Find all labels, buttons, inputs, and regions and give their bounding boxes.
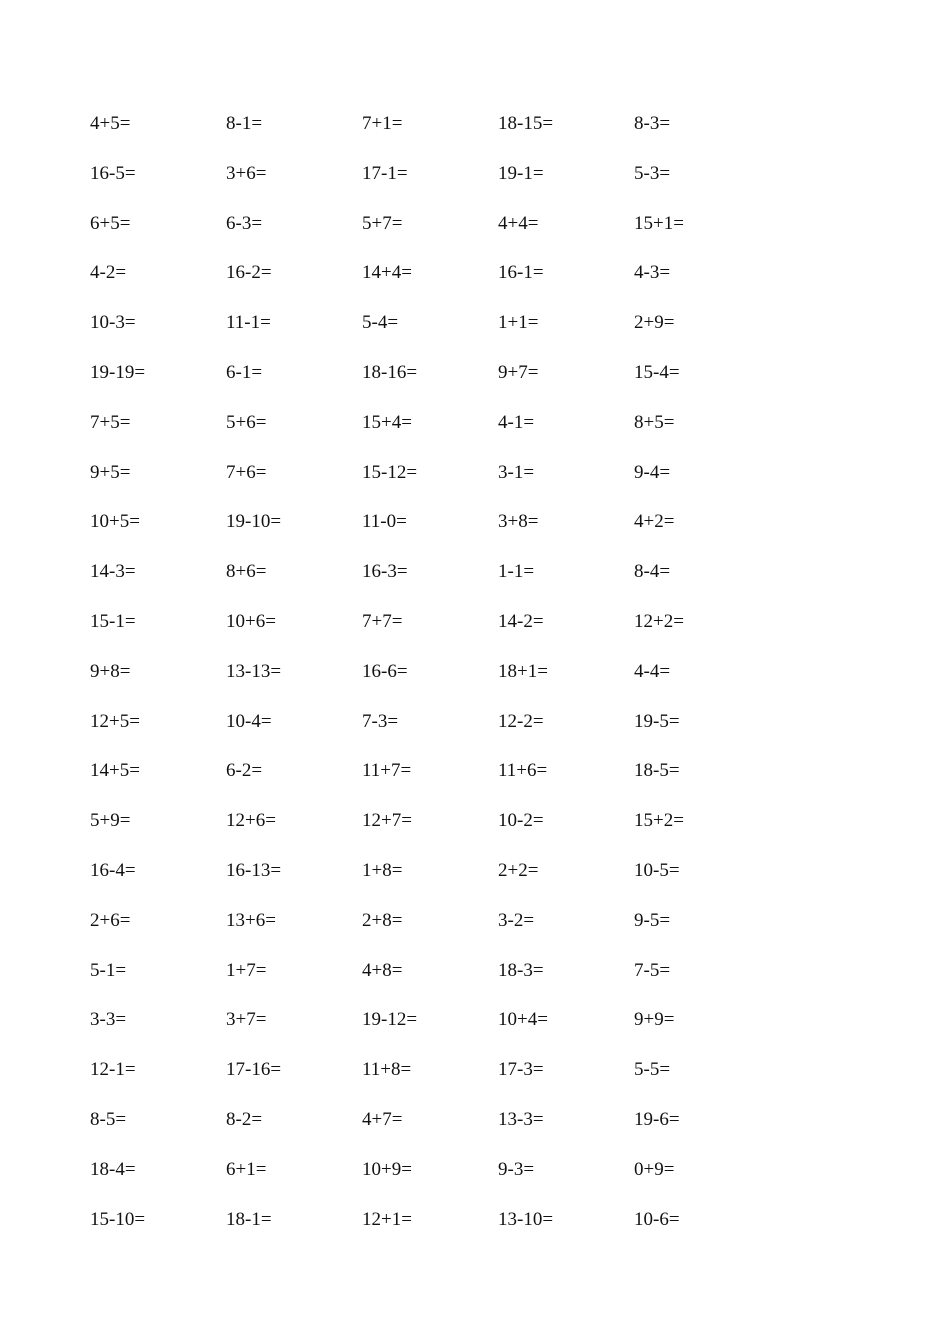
math-problem: 6-3= xyxy=(226,212,263,234)
math-problem: 3-3= xyxy=(90,1009,127,1031)
math-problem: 2+8= xyxy=(362,909,403,931)
math-problem: 7+5= xyxy=(90,411,131,433)
math-problem: 16-5= xyxy=(90,162,136,184)
math-problem: 12+2= xyxy=(634,610,684,632)
math-problem: 4-3= xyxy=(634,262,671,284)
math-problem: 4+8= xyxy=(362,959,403,981)
math-problem: 5+9= xyxy=(90,810,131,832)
math-problem: 7+6= xyxy=(226,461,267,483)
math-problem: 17-16= xyxy=(226,1059,282,1081)
math-problem: 14+4= xyxy=(362,262,412,284)
math-problem: 15-4= xyxy=(634,361,680,383)
math-problem: 3-2= xyxy=(498,909,535,931)
math-problem: 14-2= xyxy=(498,610,544,632)
math-problem: 9+5= xyxy=(90,461,131,483)
math-problem: 16-1= xyxy=(498,262,544,284)
math-problem: 5+7= xyxy=(362,212,403,234)
math-problem: 18-3= xyxy=(498,959,544,981)
math-problem: 18+1= xyxy=(498,660,548,682)
math-problem: 13-3= xyxy=(498,1108,544,1130)
math-problem: 10-4= xyxy=(226,710,272,732)
math-problem: 9-5= xyxy=(634,909,671,931)
math-problem: 8+6= xyxy=(226,561,267,583)
math-problem: 7-3= xyxy=(362,710,399,732)
math-problem: 15+2= xyxy=(634,810,684,832)
math-problem: 10+4= xyxy=(498,1009,548,1031)
math-problem: 2+6= xyxy=(90,909,131,931)
math-problem: 12-2= xyxy=(498,710,544,732)
math-problem: 10-2= xyxy=(498,810,544,832)
math-problem: 16-13= xyxy=(226,859,282,881)
math-problem: 8-5= xyxy=(90,1108,127,1130)
math-problem: 16-2= xyxy=(226,262,272,284)
math-problem: 10-5= xyxy=(634,859,680,881)
math-problem: 5+6= xyxy=(226,411,267,433)
math-problem: 12+7= xyxy=(362,810,412,832)
math-problem: 5-4= xyxy=(362,312,399,334)
math-problem: 7-5= xyxy=(634,959,671,981)
math-problem: 15-12= xyxy=(362,461,418,483)
math-problem: 10+6= xyxy=(226,610,276,632)
math-problem: 4+7= xyxy=(362,1108,403,1130)
math-problem: 18-15= xyxy=(498,113,554,134)
math-problem: 19-10= xyxy=(226,511,282,533)
math-problem: 13-13= xyxy=(226,660,282,682)
math-problem: 4+2= xyxy=(634,511,675,533)
math-problem: 18-1= xyxy=(226,1208,272,1230)
math-problem: 11-0= xyxy=(362,511,407,533)
math-problem: 13-10= xyxy=(498,1208,554,1230)
math-problem: 19-1= xyxy=(498,162,544,184)
math-problem: 11-1= xyxy=(226,312,271,334)
math-problem: 19-6= xyxy=(634,1108,680,1130)
math-problem: 12+6= xyxy=(226,810,276,832)
math-problem: 12+1= xyxy=(362,1208,412,1230)
math-problem: 8-2= xyxy=(226,1108,263,1130)
math-problem: 5-5= xyxy=(634,1059,671,1081)
math-problem: 15+4= xyxy=(362,411,412,433)
math-problem: 0+9= xyxy=(634,1158,675,1180)
math-problem: 6-2= xyxy=(226,760,263,782)
math-problem: 18-16= xyxy=(362,361,418,383)
math-problem: 8+5= xyxy=(634,411,675,433)
math-problem: 9-3= xyxy=(498,1158,535,1180)
math-problem: 11+7= xyxy=(362,760,412,782)
math-problem: 19-12= xyxy=(362,1009,418,1031)
math-problem: 14-3= xyxy=(90,561,136,583)
math-problem: 16-6= xyxy=(362,660,408,682)
math-problem: 14+5= xyxy=(90,760,140,782)
math-problem: 3-1= xyxy=(498,461,535,483)
math-problem: 18-5= xyxy=(634,760,680,782)
math-problem: 5-3= xyxy=(634,162,671,184)
math-problem: 9+9= xyxy=(634,1009,675,1031)
math-problem: 4+5= xyxy=(90,113,131,134)
math-problem: 19-19= xyxy=(90,361,146,383)
math-problem: 8-4= xyxy=(634,561,671,583)
math-problem: 9-4= xyxy=(634,461,671,483)
math-problem: 17-1= xyxy=(362,162,408,184)
math-problem: 3+7= xyxy=(226,1009,267,1031)
math-problem: 1-1= xyxy=(498,561,535,583)
math-problem: 10-3= xyxy=(90,312,136,334)
math-problem: 12-1= xyxy=(90,1059,136,1081)
math-problem: 7+7= xyxy=(362,610,403,632)
math-problem: 7+1= xyxy=(362,113,403,134)
math-problem: 12+5= xyxy=(90,710,140,732)
math-problem: 11+8= xyxy=(362,1059,412,1081)
math-problem: 1+7= xyxy=(226,959,267,981)
problem-grid xyxy=(90,109,770,1254)
math-problem: 1+8= xyxy=(362,859,403,881)
math-problem: 6+5= xyxy=(90,212,131,234)
math-problem: 8-3= xyxy=(634,113,671,134)
math-problem: 15+1= xyxy=(634,212,684,234)
math-problem: 2+9= xyxy=(634,312,675,334)
math-problem: 4+4= xyxy=(498,212,539,234)
math-problem: 6-1= xyxy=(226,361,263,383)
math-problem: 10+5= xyxy=(90,511,140,533)
math-problem: 16-3= xyxy=(362,561,408,583)
math-problem: 10+9= xyxy=(362,1158,412,1180)
math-problem: 6+1= xyxy=(226,1158,267,1180)
math-problem: 2+2= xyxy=(498,859,539,881)
math-problem: 10-6= xyxy=(634,1208,680,1230)
math-problem: 5-1= xyxy=(90,959,127,981)
math-problem: 9+8= xyxy=(90,660,131,682)
math-problem: 4-4= xyxy=(634,660,671,682)
math-problem: 3+8= xyxy=(498,511,539,533)
math-problem: 11+6= xyxy=(498,760,548,782)
math-problem: 8-1= xyxy=(226,113,263,134)
math-problem: 1+1= xyxy=(498,312,539,334)
math-problem: 16-4= xyxy=(90,859,136,881)
math-problem: 9+7= xyxy=(498,361,539,383)
math-problem: 13+6= xyxy=(226,909,276,931)
math-problem: 3+6= xyxy=(226,162,267,184)
math-problem: 15-1= xyxy=(90,610,136,632)
math-problem: 19-5= xyxy=(634,710,680,732)
math-problem: 15-10= xyxy=(90,1208,146,1230)
math-problem: 4-2= xyxy=(90,262,127,284)
math-problem: 17-3= xyxy=(498,1059,544,1081)
math-problem: 18-4= xyxy=(90,1158,136,1180)
math-problem: 4-1= xyxy=(498,411,535,433)
